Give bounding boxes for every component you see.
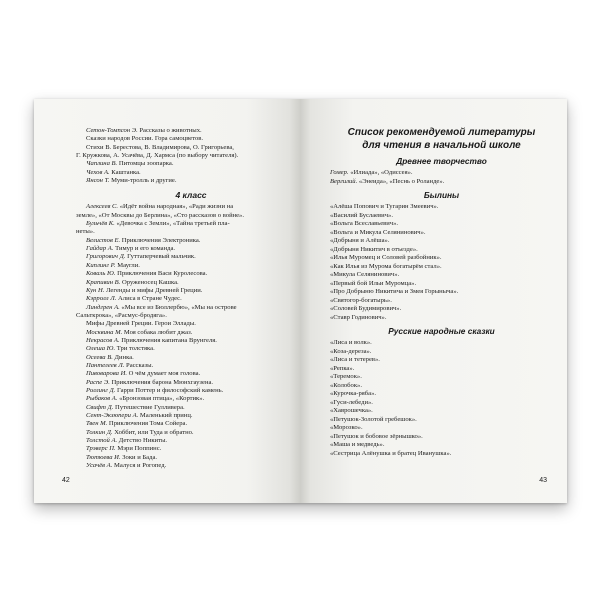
- list-item: [330, 373, 553, 382]
- item-title: «Мы все из Бюллербю», «Мы на острове: [119, 303, 237, 311]
- item-author: Свифт Д.: [86, 403, 114, 411]
- item-title: Мэри Поппинс.: [115, 445, 162, 453]
- section-heading: Былины: [423, 190, 460, 200]
- item-title: «Как Илья из Мурома богатырём стал».: [330, 262, 442, 270]
- list-item: [330, 441, 553, 450]
- item-author: Роллинг Д.: [86, 386, 116, 394]
- list-item: [76, 404, 288, 412]
- item-title: Маугли.: [115, 261, 140, 269]
- list-item: [330, 399, 553, 408]
- list-item: [76, 345, 288, 353]
- list-item: [76, 237, 288, 245]
- section-list: [330, 169, 553, 186]
- item-author: Гомер.: [330, 169, 349, 176]
- list-item: [76, 379, 288, 387]
- item-title: «Идёт война народная», «Ради жизни на: [118, 203, 234, 211]
- page-title-line-1: Список рекомендуемой литературы: [347, 127, 536, 138]
- reading-list-grade-3-end: [76, 127, 288, 185]
- item-title: «Илья Муромец и Соловей разбойник».: [330, 254, 442, 261]
- item-title: «Лиса и тетерев».: [330, 356, 380, 363]
- left-page: [34, 99, 300, 503]
- item-title: Питомцы зоопарка.: [117, 160, 174, 168]
- item-title: «Вольга Всеславьевич».: [330, 220, 399, 227]
- list-item: [330, 390, 553, 399]
- item-title: Алиса в Стране Чудес.: [116, 295, 182, 303]
- item-title: Тимур и его команда.: [113, 245, 176, 253]
- item-title: «Добрыня Никитич в отъезде».: [330, 245, 418, 253]
- item-title: «Алёша Попович и Тугарин Змеевич».: [330, 203, 439, 210]
- item-author: Велистов Е.: [86, 236, 121, 244]
- item-title: Три толстяка.: [115, 345, 155, 353]
- item-author: Гайдар А.: [86, 245, 114, 253]
- list-item: [330, 433, 553, 442]
- list-item: [76, 152, 288, 160]
- item-title: «Лиса и волк».: [330, 339, 372, 346]
- list-item: [76, 454, 288, 462]
- item-author: Толкин Д.: [86, 428, 113, 436]
- item-author: Алексеев С.: [86, 203, 119, 211]
- item-title: Приключения барона Мюнхгаузена.: [109, 378, 214, 386]
- list-item: [76, 135, 288, 143]
- item-author: Крапивин В.: [86, 278, 121, 286]
- item-title: «Колобок».: [330, 381, 362, 389]
- item-author: Киплинг Р.: [86, 261, 116, 269]
- item-author: Пантелеев Л.: [86, 361, 125, 369]
- item-author: Олеша Ю.: [86, 345, 116, 353]
- item-title: «Илиада», «Одиссея».: [348, 169, 413, 176]
- right-page: [300, 99, 567, 503]
- list-item: [330, 314, 553, 323]
- section-list: [330, 339, 553, 458]
- item-title: Рассказы о животных.: [137, 127, 202, 134]
- item-author: Григорович Д.: [86, 253, 126, 261]
- item-author: Тютюева И.: [86, 453, 121, 461]
- list-item: [330, 288, 553, 297]
- list-item: [330, 407, 553, 416]
- item-title: «Микула Селянинович».: [330, 271, 400, 278]
- list-item: [330, 246, 553, 255]
- list-item: [76, 429, 288, 437]
- list-item: [76, 337, 288, 345]
- item-title: Моя собака любит джаз.: [122, 328, 193, 336]
- item-author: Твен М.: [86, 420, 108, 428]
- item-title: «Про Добрыню Никитича и Змея Горыныча».: [330, 288, 459, 295]
- item-title: Легенды и мифы Древней Греции.: [104, 286, 203, 294]
- item-author: Осеева В.: [86, 353, 113, 361]
- item-title: Г. Кружкова, А. Усачёва, Д. Хармса (по выбору читателя).: [76, 152, 239, 160]
- list-item: [76, 304, 288, 312]
- item-author: Чаплина В.: [86, 160, 118, 168]
- item-title: «Репка».: [330, 364, 355, 372]
- page-number-left: 42: [62, 477, 70, 484]
- list-item: [330, 339, 553, 348]
- list-item: [76, 253, 288, 261]
- list-item: [76, 270, 288, 278]
- item-title: Сальткрока», «Расмус-бродяга».: [76, 311, 167, 319]
- item-title: «Сестрица Алёнушка и братец Иванушка».: [330, 449, 452, 457]
- item-author: Трэверс П.: [86, 445, 116, 453]
- list-item: [76, 169, 288, 177]
- item-title: Гарри Поттер и философский камень.: [115, 386, 224, 394]
- list-item: [330, 416, 553, 425]
- item-author: Бульчёв К.: [86, 220, 115, 228]
- list-item: [76, 220, 288, 228]
- item-author: Чехов А.: [86, 168, 110, 176]
- list-item: [330, 203, 553, 212]
- item-title: «Василий Буслаевич».: [330, 211, 393, 219]
- list-item: [76, 279, 288, 287]
- item-title: «Энеида», «Песнь о Роланде».: [357, 177, 445, 185]
- item-title: «Петушок и бобовое зёрнышко».: [330, 432, 423, 440]
- item-title: «Добрыня и Алёша».: [330, 237, 390, 244]
- recommended-sections: [330, 156, 553, 458]
- item-author: Коваль Ю.: [86, 270, 116, 278]
- grade-4-heading: 4 класс: [175, 190, 207, 201]
- list-item: [330, 356, 553, 365]
- item-author: Янсон Т.: [86, 177, 110, 185]
- item-title: «Теремок».: [330, 373, 362, 380]
- item-author: Рыбаков А.: [86, 395, 118, 403]
- list-item: [330, 365, 553, 374]
- list-item: [76, 387, 288, 395]
- item-title: Приключения Электроника.: [120, 236, 201, 244]
- item-title: Детство Никиты.: [117, 437, 168, 445]
- list-item: [76, 362, 288, 370]
- section-list: [330, 203, 553, 322]
- item-author: Линдгрен А.: [86, 303, 120, 311]
- list-item: [330, 169, 553, 178]
- item-author: Кэрролл Л.: [86, 295, 117, 303]
- list-item: [76, 462, 288, 470]
- list-item: [330, 305, 553, 314]
- list-item: [76, 445, 288, 453]
- item-title: земле», «От Москвы до Берлина», «Сто рассказов о войне».: [76, 211, 244, 219]
- item-title: «Маша и медведь».: [330, 441, 385, 448]
- list-item: [76, 312, 288, 320]
- item-title: «Соловей Будимирович».: [330, 305, 402, 312]
- list-item: [330, 220, 553, 229]
- list-item: [76, 395, 288, 403]
- item-title: «Петушок-Золотой гребешок».: [330, 415, 417, 423]
- list-item: [330, 263, 553, 272]
- item-author: Сент-Экзюпери А.: [86, 412, 139, 419]
- item-author: Толстой А.: [86, 437, 118, 445]
- list-item: [76, 144, 288, 152]
- item-title: Приключения капитана Врунгеля.: [119, 336, 217, 344]
- item-author: Москвина М.: [86, 328, 123, 336]
- list-item: [76, 160, 288, 168]
- list-item: [330, 297, 553, 306]
- item-title: Путешествие Гулливера.: [113, 403, 185, 411]
- item-title: Динка.: [112, 353, 134, 361]
- item-author: Усачёв А.: [86, 462, 113, 470]
- item-title: Приключения Тома Сойера.: [107, 420, 188, 428]
- list-item: [76, 262, 288, 270]
- item-author: Сетон-Томпсон Э.: [86, 127, 138, 134]
- list-item: [76, 203, 288, 211]
- list-item: [76, 354, 288, 362]
- list-item: [76, 295, 288, 303]
- list-item: [330, 178, 553, 187]
- list-item: [76, 437, 288, 445]
- item-title: Зоки и Бада.: [120, 453, 158, 461]
- list-item: [330, 348, 553, 357]
- list-item: [76, 420, 288, 428]
- list-item: [76, 412, 288, 420]
- item-title: Стихи В. Берестова, В. Владимирова, О. Григорьева,: [86, 143, 234, 151]
- section-heading: Древнее творчество: [396, 156, 487, 166]
- list-item: [330, 254, 553, 263]
- section-heading: Русские народные сказки: [388, 326, 495, 336]
- item-title: Малуся и Рогопед.: [112, 462, 167, 470]
- item-title: «Святогор-богатырь».: [330, 296, 392, 304]
- item-author: Пивоварова И.: [86, 370, 128, 378]
- item-title: «Первый бой Ильи Муромца».: [330, 279, 417, 287]
- page-title: [330, 127, 553, 152]
- list-item: [330, 382, 553, 391]
- list-item: [76, 177, 288, 185]
- item-title: неты».: [76, 228, 95, 236]
- item-title: «Гуси-лебеди».: [330, 398, 373, 406]
- item-title: Гуттаперчевый мальчик.: [125, 253, 196, 261]
- list-item: [76, 287, 288, 295]
- item-title: Приключения Васи Куролесова.: [115, 270, 208, 278]
- list-item: [330, 237, 553, 246]
- list-item: [330, 271, 553, 280]
- list-item: [76, 127, 288, 135]
- item-title: «Курочка-ряба».: [330, 390, 377, 397]
- item-title: Рассказы.: [124, 361, 154, 369]
- item-author: Вергилий.: [330, 177, 358, 185]
- item-title: Муми-тролль и другие.: [109, 177, 177, 185]
- item-title: «Коза-дереза».: [330, 347, 372, 355]
- list-item: [76, 245, 288, 253]
- item-title: «Ставр Годинович».: [330, 313, 387, 321]
- item-title: «Морозко».: [330, 424, 363, 431]
- list-item: [76, 212, 288, 220]
- item-author: Некрасов А.: [86, 336, 120, 344]
- item-title: «Хаврошечка».: [330, 407, 373, 414]
- list-item: [330, 212, 553, 221]
- list-item: [330, 229, 553, 238]
- item-author: Распе Э.: [86, 378, 110, 386]
- item-title: «Бронзовая птица», «Кортик».: [117, 395, 205, 403]
- item-author: Кун Н.: [86, 286, 105, 294]
- list-item: [330, 424, 553, 433]
- page-title-line-2: для чтения в начальной школе: [362, 139, 521, 151]
- item-title: Маленький принц.: [138, 412, 193, 419]
- list-item: [330, 280, 553, 289]
- list-item: [76, 320, 288, 328]
- list-item: [76, 228, 288, 236]
- item-title: Мифы Древней Греции. Герои Эллады.: [86, 320, 196, 328]
- item-title: Каштанка.: [109, 168, 141, 176]
- item-title: «Девочка с Земли», «Тайна третьей пла-: [114, 220, 230, 228]
- item-title: О чём думает моя голова.: [127, 370, 201, 378]
- list-item: [330, 450, 553, 459]
- item-title: «Вольга и Микула Селянинович».: [330, 228, 426, 236]
- item-title: Сказки народов России. Гора самоцветов.: [86, 135, 204, 143]
- reading-list-grade-4: [76, 203, 288, 470]
- list-item: [76, 329, 288, 337]
- item-title: Оруженосец Кашка.: [120, 278, 179, 286]
- list-item: [76, 370, 288, 378]
- page-number-right: 43: [539, 477, 547, 484]
- item-title: Хоббит, или Туда и обратно.: [112, 428, 194, 436]
- open-book: [34, 99, 567, 503]
